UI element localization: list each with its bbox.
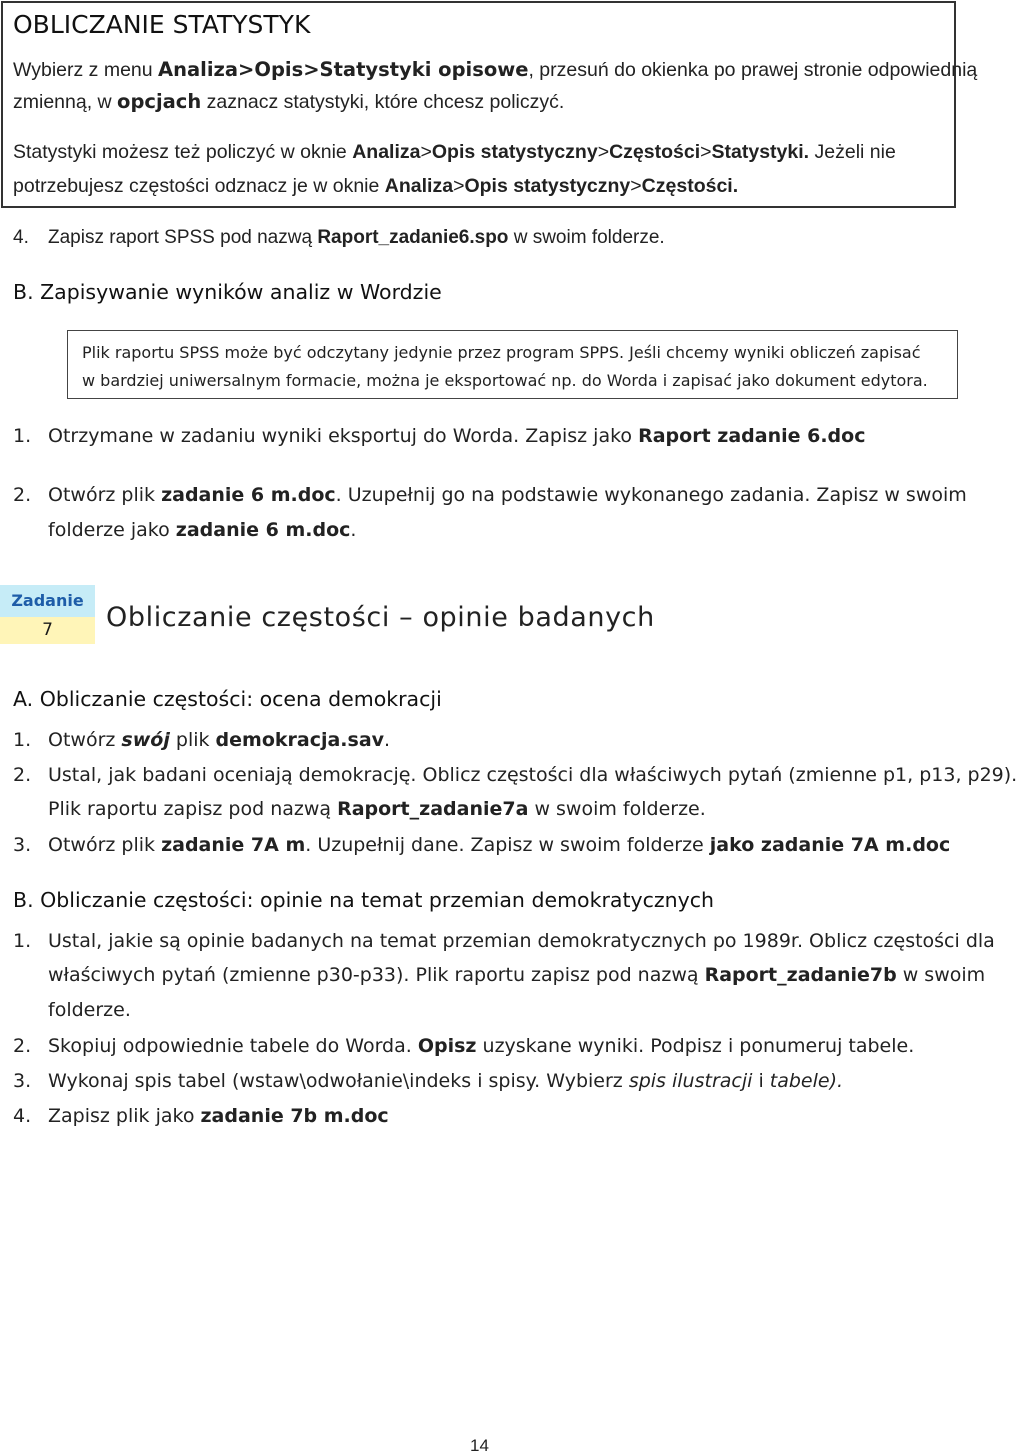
- file-name: zadanie 6 m.doc: [161, 484, 336, 506]
- note-line-2: w bardziej uniwersalnym formacie, można je eksportować np. do Worda i zapisać jako dokument edytora.: [82, 371, 928, 390]
- section-title-democracy-rating: A. Obliczanie częstości: ocena demokracji: [13, 687, 442, 711]
- text: .: [350, 519, 357, 541]
- text: potrzebujesz częstości odznacz je w oknie: [13, 175, 385, 197]
- text: .: [384, 729, 391, 751]
- text: folderze jako: [48, 519, 176, 541]
- file-name: zadanie 7A m: [161, 834, 306, 856]
- list-number: 1.: [13, 930, 32, 952]
- task-title: Obliczanie częstości – opinie badanych: [106, 602, 655, 633]
- task-label: Zadanie: [0, 585, 95, 617]
- text: Otrzymane w zadaniu wyniki eksportuj do Worda. Zapisz jako: [48, 425, 639, 447]
- menu-term: Opis statystyczny: [431, 141, 598, 163]
- file-name: Raport_zadanie7b: [704, 964, 897, 986]
- text: Jeżeli nie: [809, 141, 896, 163]
- text: Zapisz plik jako: [48, 1105, 201, 1127]
- section-title-democratic-changes: B. Obliczanie częstości: opinie na temat przemian demokratycznych: [13, 888, 715, 912]
- emphasis: spis ilustracji: [628, 1070, 753, 1092]
- text: Otwórz plik: [48, 834, 162, 856]
- task-number: 7: [0, 617, 95, 644]
- list-item-save-file: [48, 1104, 389, 1128]
- menu-term: Analiza: [384, 175, 454, 197]
- text: uzyskane wyniki. Podpisz i ponumeruj tabele.: [476, 1035, 915, 1057]
- emphasis: Opisz: [417, 1035, 477, 1057]
- list-number: 1.: [13, 729, 32, 751]
- file-name: Raport_zadanie6.spo: [317, 227, 509, 248]
- menu-term: Częstości.: [641, 175, 739, 197]
- list-number: 1.: [13, 425, 32, 447]
- step-number: 4.: [13, 227, 29, 248]
- list-item-copy-tables: [48, 1034, 914, 1058]
- menu-term: Statystyki.: [711, 141, 810, 163]
- text: w swoim folderze.: [528, 798, 706, 820]
- list-item-opinions-line3: folderze.: [48, 999, 131, 1021]
- list-number: 4.: [13, 1105, 32, 1127]
- text: Wybierz z menu: [13, 59, 159, 81]
- text: . Uzupełnij dane. Zapisz w swoim folderze: [305, 834, 710, 856]
- list-item-export: [48, 424, 865, 448]
- text: Zapisz raport SPSS pod nazwą: [48, 227, 318, 248]
- list-item-opinions-line2: [48, 963, 985, 987]
- list-number: 3.: [13, 1070, 32, 1092]
- text: Skopiuj odpowiednie tabele do Worda.: [48, 1035, 418, 1057]
- options-term: opcjach: [117, 90, 202, 113]
- note-line-1: Plik raportu SPSS może być odczytany jedynie przez program SPPS. Jeśli chcemy wyniki obliczeń zapisać: [82, 343, 921, 362]
- text: Otwórz: [48, 729, 122, 751]
- separator: >: [630, 175, 642, 197]
- list-number: 2.: [13, 484, 32, 506]
- file-name: zadanie 7b m.doc: [200, 1105, 389, 1127]
- menu-term: Analiza: [352, 141, 421, 163]
- list-number: 3.: [13, 834, 32, 856]
- page-number: 14: [470, 1436, 489, 1455]
- separator: >: [700, 141, 712, 163]
- text: , przesuń do okienka po prawej stronie odpowiednią: [528, 59, 978, 81]
- list-item-open-file-line1: [48, 483, 967, 507]
- file-name: Raport zadanie 6.doc: [638, 425, 866, 447]
- text: Wykonaj spis tabel (wstaw\odwołanie\indeks i spisy. Wybierz: [48, 1070, 629, 1092]
- list-item-compute-line2: [48, 797, 706, 821]
- text: właściwych pytań (zmienne p30-p33). Plik raportu zapisz pod nazwą: [48, 964, 705, 986]
- file-name: zadanie 6 m.doc: [175, 519, 351, 541]
- text: Plik raportu zapisz pod nazwą: [48, 798, 338, 820]
- list-item-fill-data: [48, 833, 950, 857]
- paragraph-frequencies-line2: [13, 174, 738, 198]
- text: Otwórz plik: [48, 484, 162, 506]
- emphasis: swój: [121, 729, 170, 751]
- list-item-opinions-line1: Ustal, jakie są opinie badanych na temat przemian demokratycznych po 1989r. Oblicz częstości dla: [48, 930, 995, 952]
- list-number: 2.: [13, 764, 32, 786]
- separator: >: [453, 175, 465, 197]
- text: . Uzupełnij go na podstawie wykonanego zadania. Zapisz w swoim: [335, 484, 967, 506]
- text: w swoim folderze.: [508, 227, 665, 248]
- text: zmienną, w: [13, 91, 118, 113]
- task-badge: [0, 585, 95, 644]
- emphasis: tabele).: [769, 1070, 844, 1092]
- paragraph-menu-line1: [13, 58, 977, 82]
- text: i: [752, 1070, 770, 1092]
- file-name: demokracja.sav: [215, 729, 385, 751]
- text: w swoim: [896, 964, 986, 986]
- section-title-statistics: OBLICZANIE STATYSTYK: [13, 10, 311, 39]
- separator: >: [597, 141, 610, 163]
- paragraph-menu-line2: [13, 90, 564, 114]
- paragraph-frequencies-line1: [13, 140, 896, 164]
- separator: >: [420, 141, 432, 163]
- menu-path: Analiza>Opis>Statystyki opisowe: [158, 58, 529, 81]
- file-name: Raport_zadanie7a: [337, 798, 529, 820]
- step-4-text: [48, 226, 665, 250]
- file-name: jako zadanie 7A m.doc: [709, 834, 951, 856]
- list-item-open-own-file: [48, 728, 390, 752]
- list-item-table-list: [48, 1069, 843, 1093]
- section-title-word-export: B. Zapisywanie wyników analiz w Wordzie: [13, 280, 442, 304]
- list-number: 2.: [13, 1035, 32, 1057]
- text: Statystyki możesz też policzyć w oknie: [13, 141, 353, 163]
- menu-term: Częstości: [609, 141, 701, 163]
- text: zaznacz statystyki, które chcesz policzyć.: [201, 91, 565, 113]
- text: plik: [169, 729, 216, 751]
- list-item-open-file-line2: [48, 518, 356, 542]
- list-item-compute-line1: Ustal, jak badani oceniają demokrację. Oblicz częstości dla właściwych pytań (zmienne p1, p13, p29).: [48, 764, 1017, 786]
- menu-term: Opis statystyczny: [464, 175, 631, 197]
